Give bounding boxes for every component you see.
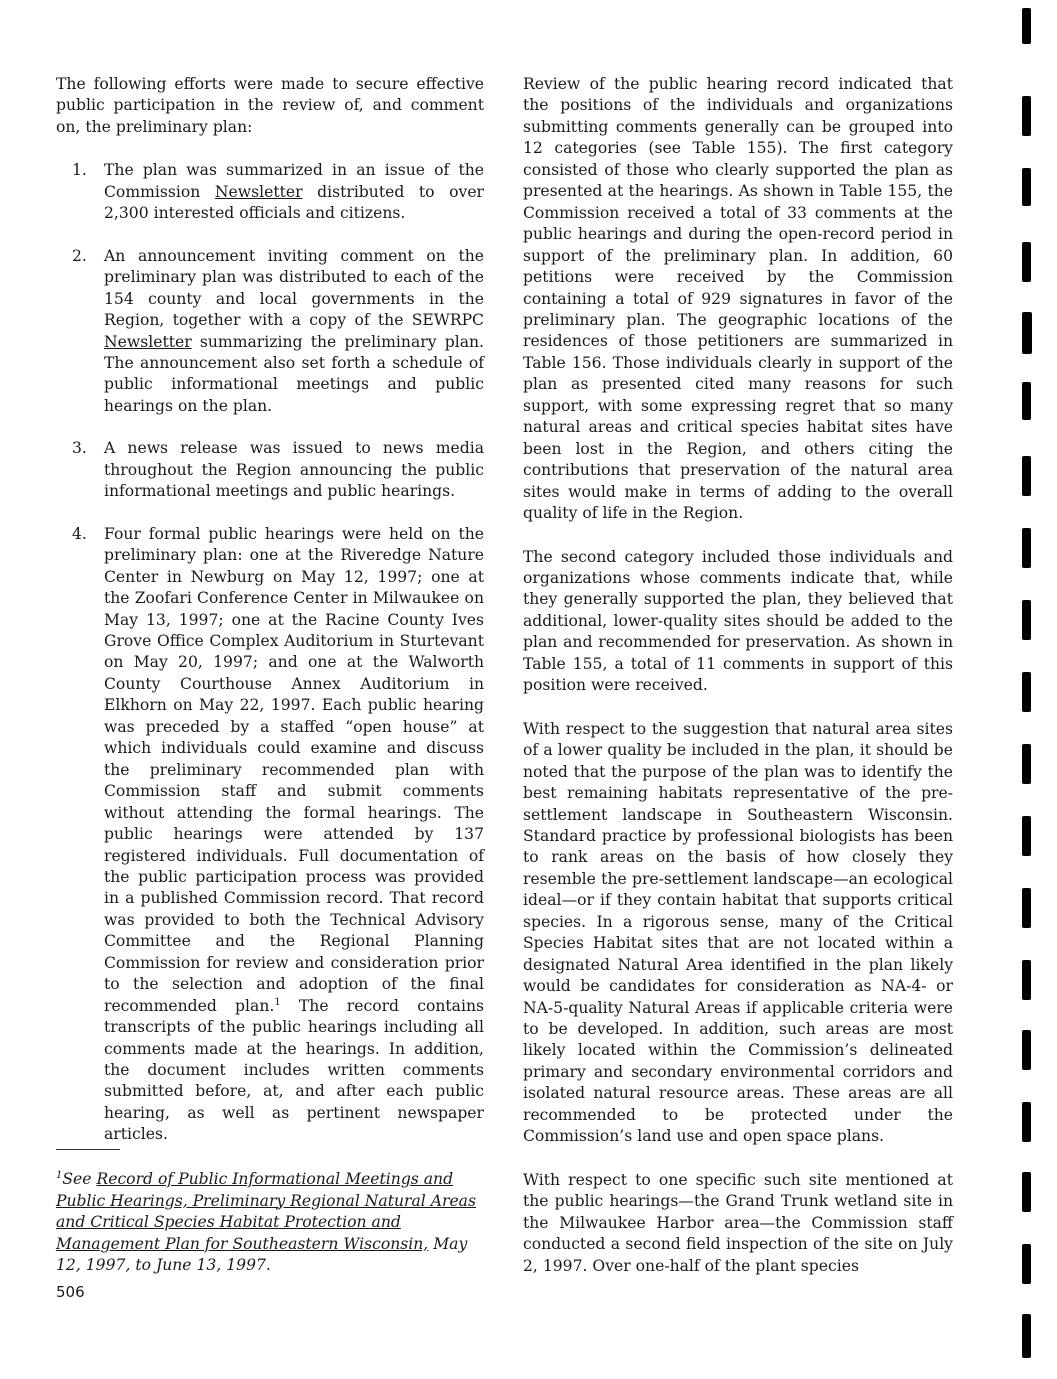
scan-mark <box>1022 816 1031 856</box>
scan-mark <box>1022 96 1031 136</box>
scan-mark <box>1022 1244 1031 1284</box>
list-item <box>56 246 484 418</box>
footnote-divider <box>56 1149 120 1150</box>
footnote-record-title: Record of Public Informational Meetings and Public Hearings, Preliminary Regional Natural Areas and Critical Species Habitat Protection and Management Plan for Southeastern Wisconsin, <box>56 1170 476 1253</box>
scan-mark <box>1022 672 1031 712</box>
scan-mark <box>1022 528 1031 568</box>
footnote: $^1$See Record of Public Informational Meetings and Public Hearings, Preliminary Regional Natural Areas and Critical Species Habitat Protection and Management Plan for Southeastern Wisconsin, May 12, 1997, to June 13, 1997. <box>56 1169 476 1274</box>
scan-mark <box>1022 8 1031 44</box>
scan-mark <box>1022 312 1032 354</box>
scan-mark <box>1022 1172 1031 1212</box>
scan-mark <box>1022 600 1031 640</box>
scan-mark <box>1022 1030 1031 1070</box>
scan-mark <box>1022 456 1031 496</box>
list-item-number: 4. <box>72 524 87 543</box>
newsletter-title: Newsletter <box>104 332 192 351</box>
list-item-number: 2. <box>72 246 87 265</box>
scan-mark <box>1022 168 1031 206</box>
list-item <box>56 524 484 1146</box>
list-item <box>56 160 484 224</box>
scan-mark <box>1022 382 1031 420</box>
list-item-text: The plan was summarized in an issue of the Commission Newsletter distributed to over 2,300 interested officials and citizens. <box>104 161 484 223</box>
scan-mark <box>1022 744 1031 784</box>
footnote-marker: 1 <box>56 1169 63 1181</box>
list-item-number: 3. <box>72 439 87 458</box>
paragraph: With respect to one specific such site mentioned at the public hearings—the Grand Trunk wetland site in the Milwaukee Harbor area—the Commission staff conducted a second field inspection of the site on July 2, 1997. Over one-half of the plant species <box>523 1170 953 1275</box>
scan-mark <box>1022 960 1031 1000</box>
efforts-list <box>56 160 484 1145</box>
intro-paragraph: The following efforts were made to secure effective public participation in the review of, and comment on, the preliminary plan: <box>56 75 484 136</box>
list-item-text: An announcement inviting comment on the preliminary plan was distributed to each of the 154 county and local governments in the Region, together with a copy of the SEWRPC Newsletter summarizing the preliminary plan. The announcement also set forth a schedule of public informational meetings and public hearings on the plan. <box>104 246 484 415</box>
footnote-reference: 1 <box>274 996 281 1008</box>
scan-mark <box>1022 1314 1031 1358</box>
paragraph: Review of the public hearing record indicated that the positions of the individuals and organizations submitting comments generally can be grouped into 12 categories (see Table 155). The first category consisted of those who clearly supported the plan as presented at the hearings. As shown in Table 155, the Commission received a total of 33 comments at the public hearings and during the open-record period in support of the preliminary plan. In addition, 60 petitions were received by the Commission containing a total of 929 signatures in favor of the preliminary plan. The geographic locations of the residences of those petitioners are summarized in Table 156. Those individuals clearly in support of the plan as presented cited many reasons for such support, with some expressing regret that so many natural areas and critical species habitat sites have been lost in the Region, and others citing the contributions that preservation of the natural area sites would make in terms of adding to the overall quality of life in the Region. <box>523 75 953 523</box>
left-column <box>56 74 484 1167</box>
list-item-text: Four formal public hearings were held on the preliminary plan: one at the Riveredge Nature Center in Newburg on May 12, 1997; one at the Zoofari Conference Center in Milwaukee on May 13, 1997; one at the Racine County Ives Grove Office Complex Auditorium in Sturtevant on May 20, 1997; and one at the Walworth County Courthouse Annex Auditorium in Elkhorn on May 22, 1997. Each public hearing was preceded by a staffed “open house” at which individuals could examine and discuss the preliminary recommended plan with Commission staff and submit comments without attending the formal hearings. The public hearings were attended by 137 registered individuals. Full documentation of the public participation process was provided in a published Commission record. That record was provided to both the Technical Advisory Committee and the Regional Planning Commission for review and consideration prior to the selection and adoption of the final recommended plan.$^1$ The record contains transcripts of the public hearings including all comments made at the hearings. In addition, the document includes written comments submitted before, at, and after each public hearing, as well as pertinent newspaper articles. <box>104 524 484 1144</box>
newsletter-title: Newsletter <box>214 182 303 201</box>
scan-mark <box>1022 1102 1031 1142</box>
scan-mark <box>1022 242 1031 282</box>
list-item <box>56 438 484 502</box>
list-item-number: 1. <box>72 161 87 180</box>
page-number: 506 <box>56 1283 85 1301</box>
right-column <box>523 74 953 1299</box>
paragraph: The second category included those individuals and organizations whose comments indicate that, while they generally supported the plan, they believed that additional, lower-quality sites should be added to the plan and recommended for preservation. As shown in Table 155, a total of 11 comments in support of this position were received. <box>523 547 953 695</box>
scan-edge-marks <box>1010 0 1050 1379</box>
scan-mark <box>1022 888 1031 928</box>
paragraph: With respect to the suggestion that natural area sites of a lower quality be included in the plan, it should be noted that the purpose of the plan was to identify the best remaining habitats representative of the pre-settlement landscape in Southeastern Wisconsin. Standard practice by professional biologists has been to rank areas on the basis of how closely they resemble the pre-settlement landscape—an ecological ideal—or if they contain habitat that supports critical species. In a rigorous sense, many of the Critical Species Habitat sites that are not located within a designated Natural Area identified in the plan likely would be candidates for consideration as NA-4- or NA-5-quality Natural Areas if applicable criteria were to be developed. In addition, such areas are most likely located within the Commission’s delineated primary and secondary environmental corridors and isolated natural resource areas. These areas are all recommended to be protected under the Commission’s land use and open space plans. <box>523 719 953 1146</box>
list-item-text: A news release was issued to news media throughout the Region announcing the public informational meetings and public hearings. <box>104 439 484 501</box>
